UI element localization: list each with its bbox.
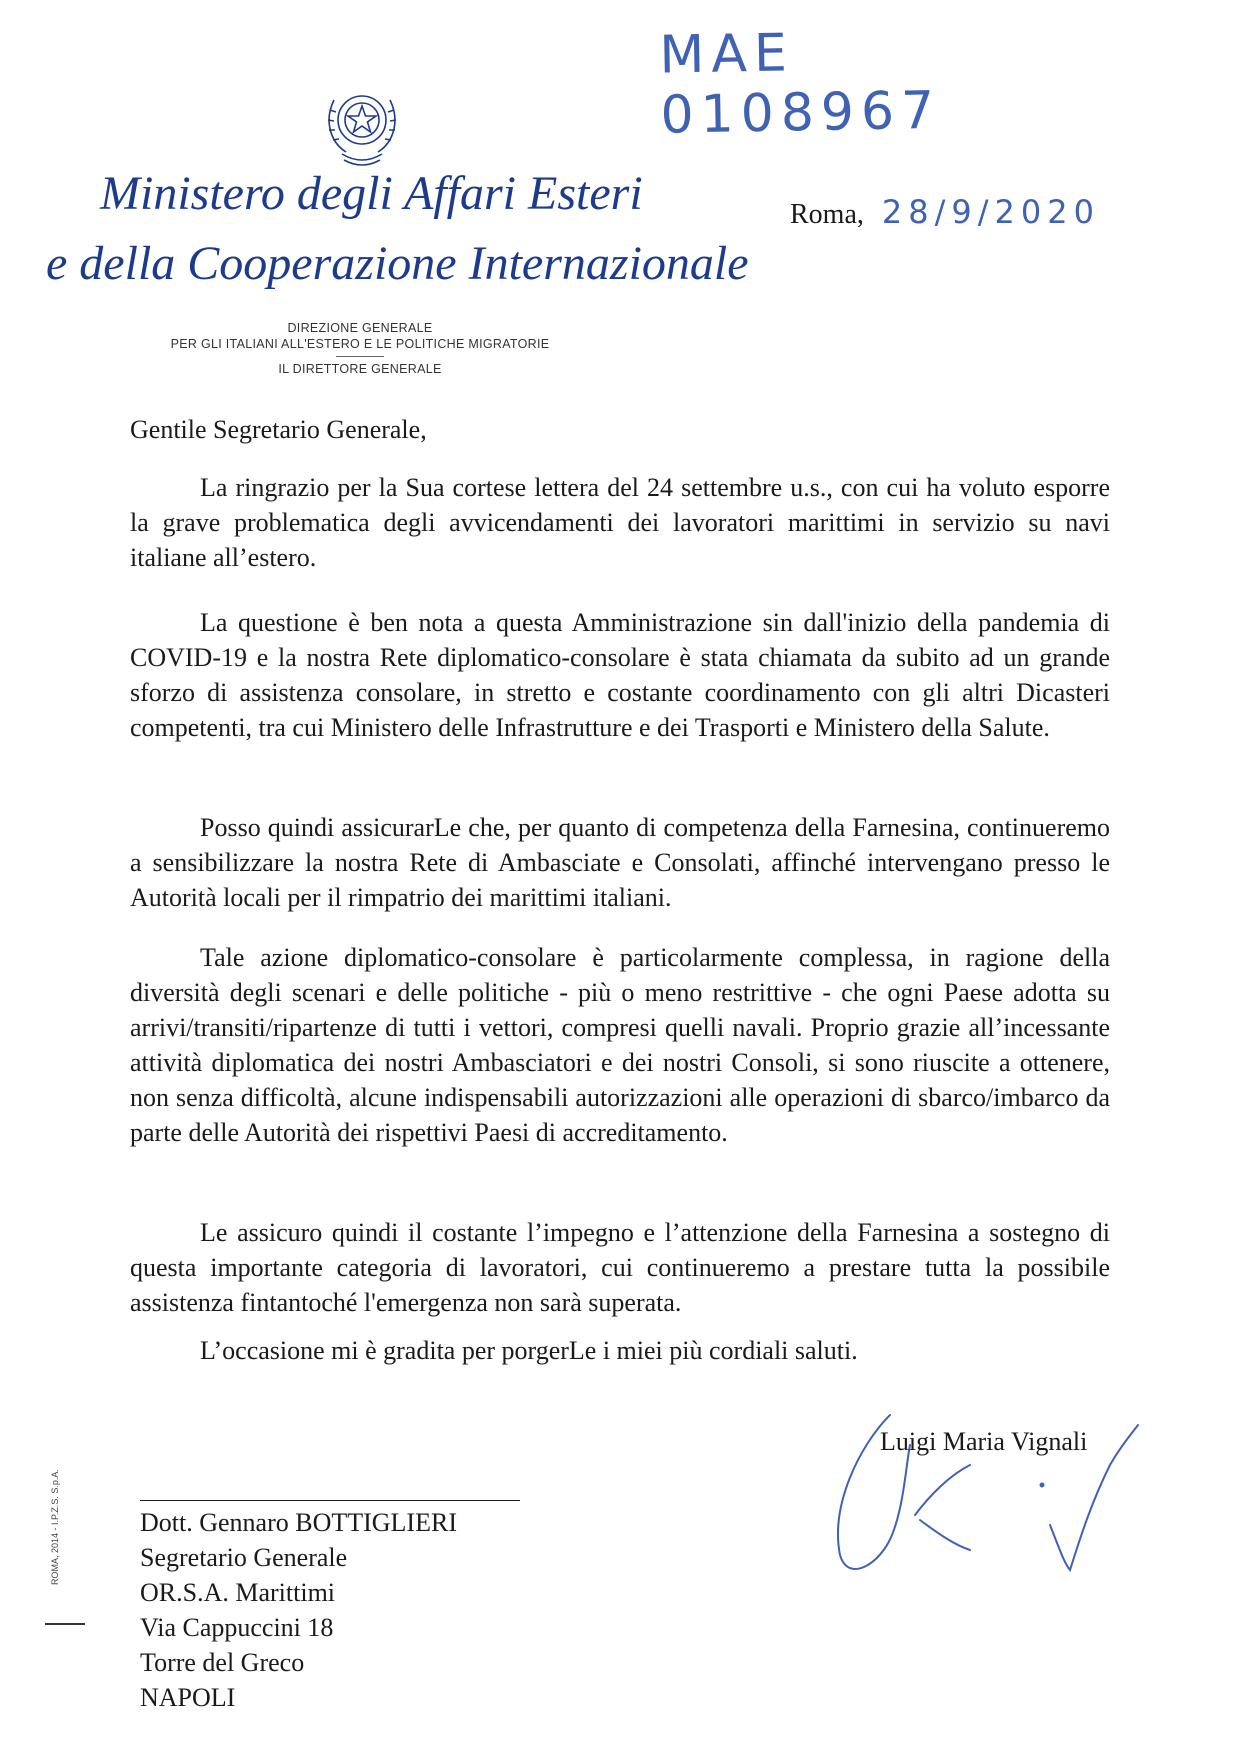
place: Roma, [790, 199, 864, 230]
paragraph-1: La ringrazio per la Sua cortese lettera del 24 settembre u.s., con cui ha voluto esporre la grave problematica degli avvicendamenti dei lavoratori marittimi in servizio su navi italiane all’estero. [130, 473, 1110, 572]
addressee-block [140, 1505, 457, 1715]
date-handwritten: 28/9/2020 [881, 193, 1100, 231]
paragraph-4: Tale azione diplomatico-consolare è particolarmente complessa, in ragione della diversità degli scenari e delle politiche - più o meno restrittive - che ogni Paese adotta su arrivi/transiti/ripartenze di tutti i vettori, compresi quelli navali. Proprio grazie all’incessante attività diplomatica dei nostri Ambasciatori e dei nostri Consoli, si sono riuscite a ottenere, non senza difficoltà, alcune indispensabili autorizzazioni alle operazioni di sbarco/imbarco da parte delle Autorità dei rispettivi Paesi di accreditamento. [130, 943, 1110, 1147]
salutation: Gentile Segretario Generale, [130, 415, 427, 444]
ministry-name-line2: e della Cooperazione Internazionale [46, 237, 749, 290]
directorate-divider [336, 356, 384, 357]
emblem-icon [312, 80, 412, 172]
addressee-name: Dott. Gennaro BOTTIGLIERI [140, 1508, 457, 1537]
directorate-title: DIREZIONE GENERALE [287, 321, 433, 335]
addressee-title: Segretario Generale [140, 1543, 348, 1572]
office-title: IL DIRETTORE GENERALE [278, 362, 442, 376]
fold-mark [45, 1623, 85, 1625]
protocol-number: MAE 0108967 [658, 23, 942, 146]
signer-name: Luigi Maria Vignali [880, 1427, 1088, 1456]
directorate-description: PER GLI ITALIANI ALL'ESTERO E LE POLITICHE MIGRATORIE [170, 337, 550, 351]
paragraph-2: La questione è ben nota a questa Amministrazione sin dall'inizio della pandemia di COVID-19 e la nostra Rete diplomatico-consolare è stata chiamata da subito ad un grande sforzo di assistenza consolare, in stretto e costante coordinamento con gli altri Dicasteri competenti, tra cui Ministero delle Infrastrutture e dei Trasporti e Ministero della Salute. [130, 608, 1110, 742]
signature-icon [820, 1385, 1140, 1585]
place-date [790, 193, 1100, 231]
addressee-town: Torre del Greco [140, 1648, 305, 1677]
addressee-street: Via Cappuccini 18 [140, 1613, 334, 1642]
directorate-block [130, 320, 590, 377]
addressee-city: NAPOLI [140, 1683, 236, 1712]
printer-note: ROMA, 2014 - I.P.Z.S. S.p.A. [50, 1469, 60, 1585]
addressee-rule [140, 1500, 520, 1501]
ministry-name-line1: Ministero degli Affari Esteri [100, 167, 643, 220]
paragraph-5: Le assicuro quindi il costante l’impegno e l’attenzione della Farnesina a sostegno di questa importante categoria di lavoratori, cui continueremo a prestare tutta la possibile assistenza fintantoché l'emergenza non sarà superata. [130, 1218, 1110, 1317]
paragraph-3: Posso quindi assicurarLe che, per quanto di competenza della Farnesina, continueremo a sensibilizzare la nostra Rete di Ambasciate e Consolati, affinché intervengano presso le Autorità locali per il rimpatrio dei marittimi italiani. [130, 813, 1110, 912]
addressee-organization: OR.S.A. Marittimi [140, 1578, 336, 1607]
closing: L’occasione mi è gradita per porgerLe i miei più cordiali saluti. [200, 1336, 858, 1365]
